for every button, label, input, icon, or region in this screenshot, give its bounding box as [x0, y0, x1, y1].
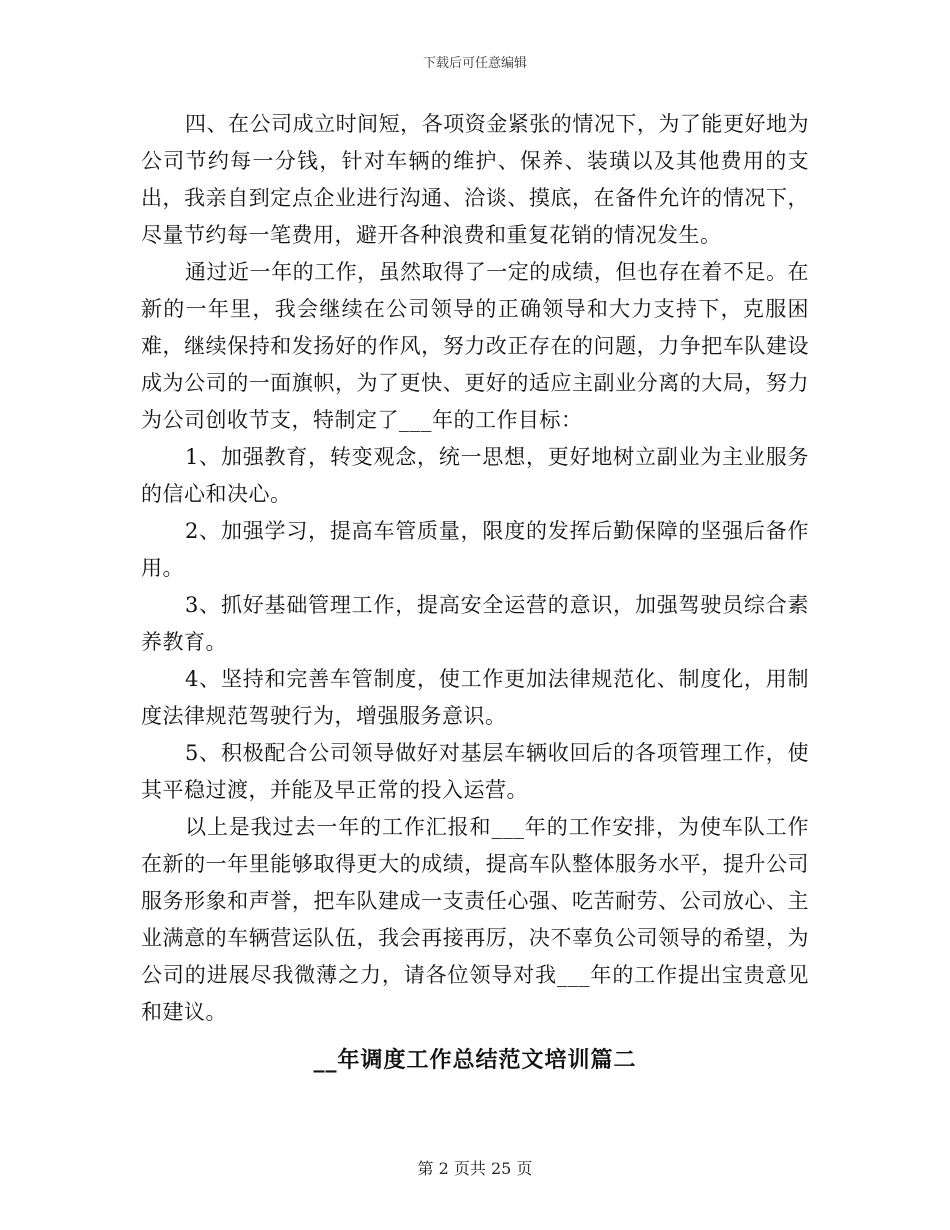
document-body — [141, 106, 809, 1031]
paragraph-5: 3、抓好基础管理工作，提高安全运营的意识，加强驾驶员综合素养教育。 — [141, 593, 809, 654]
paragraph-3: 1、加强教育，转变观念，统一思想，更好地树立副业为主业服务的信心和决心。 — [141, 445, 809, 506]
paragraph-4: 2、加强学习，提高车管质量，限度的发挥后勤保障的坚强后备作用。 — [141, 519, 809, 580]
page-header: 下载后可任意编辑 — [422, 56, 527, 71]
paragraph-1: 四、在公司成立时间短，各项资金紧张的情况下，为了能更好地为公司节约每一分钱，针对车辆的维护、保养、装璜以及其他费用的支出，我亲自到定点企业进行沟通、洽谈、摸底，在备件允许的情况下，尽量节约每一笔费用，避开各种浪费和重复花销的情况发生。 — [141, 112, 809, 247]
paragraph-2: 通过近一年的工作，虽然取得了一定的成绩，但也存在着不足。在新的一年里，我会继续在公司领导的正确领导和大力支持下，克服困难，继续保持和发扬好的作风，努力改正存在的问题，力争把车队建设成为公司的一面旗帜，为了更快、更好的适应主副业分离的大局，努力为公司创收节支，特制定了___年的工作目标： — [141, 260, 809, 432]
page-footer: 第 2 页共 25 页 — [417, 1159, 533, 1178]
paragraph-7: 5、积极配合公司领导做好对基层车辆收回后的各项管理工作，使其平稳过渡，并能及早正常的投入运营。 — [141, 741, 809, 802]
section-title: __年调度工作总结范文培训篇二 — [313, 1047, 637, 1073]
paragraph-8: 以上是我过去一年的工作汇报和___年的工作安排，为使车队工作在新的一年里能够取得更大的成绩，提高车队整体服务水平，提升公司服务形象和声誉，把车队建成一支责任心强、吃苦耐劳、公司放心、主业满意的车辆营运队伍，我会再接再厉，决不辜负公司领导的希望，为公司的进展尽我微薄之力，请各位领导对我___年的工作提出宝贵意见和建议。 — [141, 815, 809, 1024]
paragraph-6: 4、坚持和完善车管制度，使工作更加法律规范化、制度化，用制度法律规范驾驶行为，增强服务意识。 — [141, 667, 809, 728]
